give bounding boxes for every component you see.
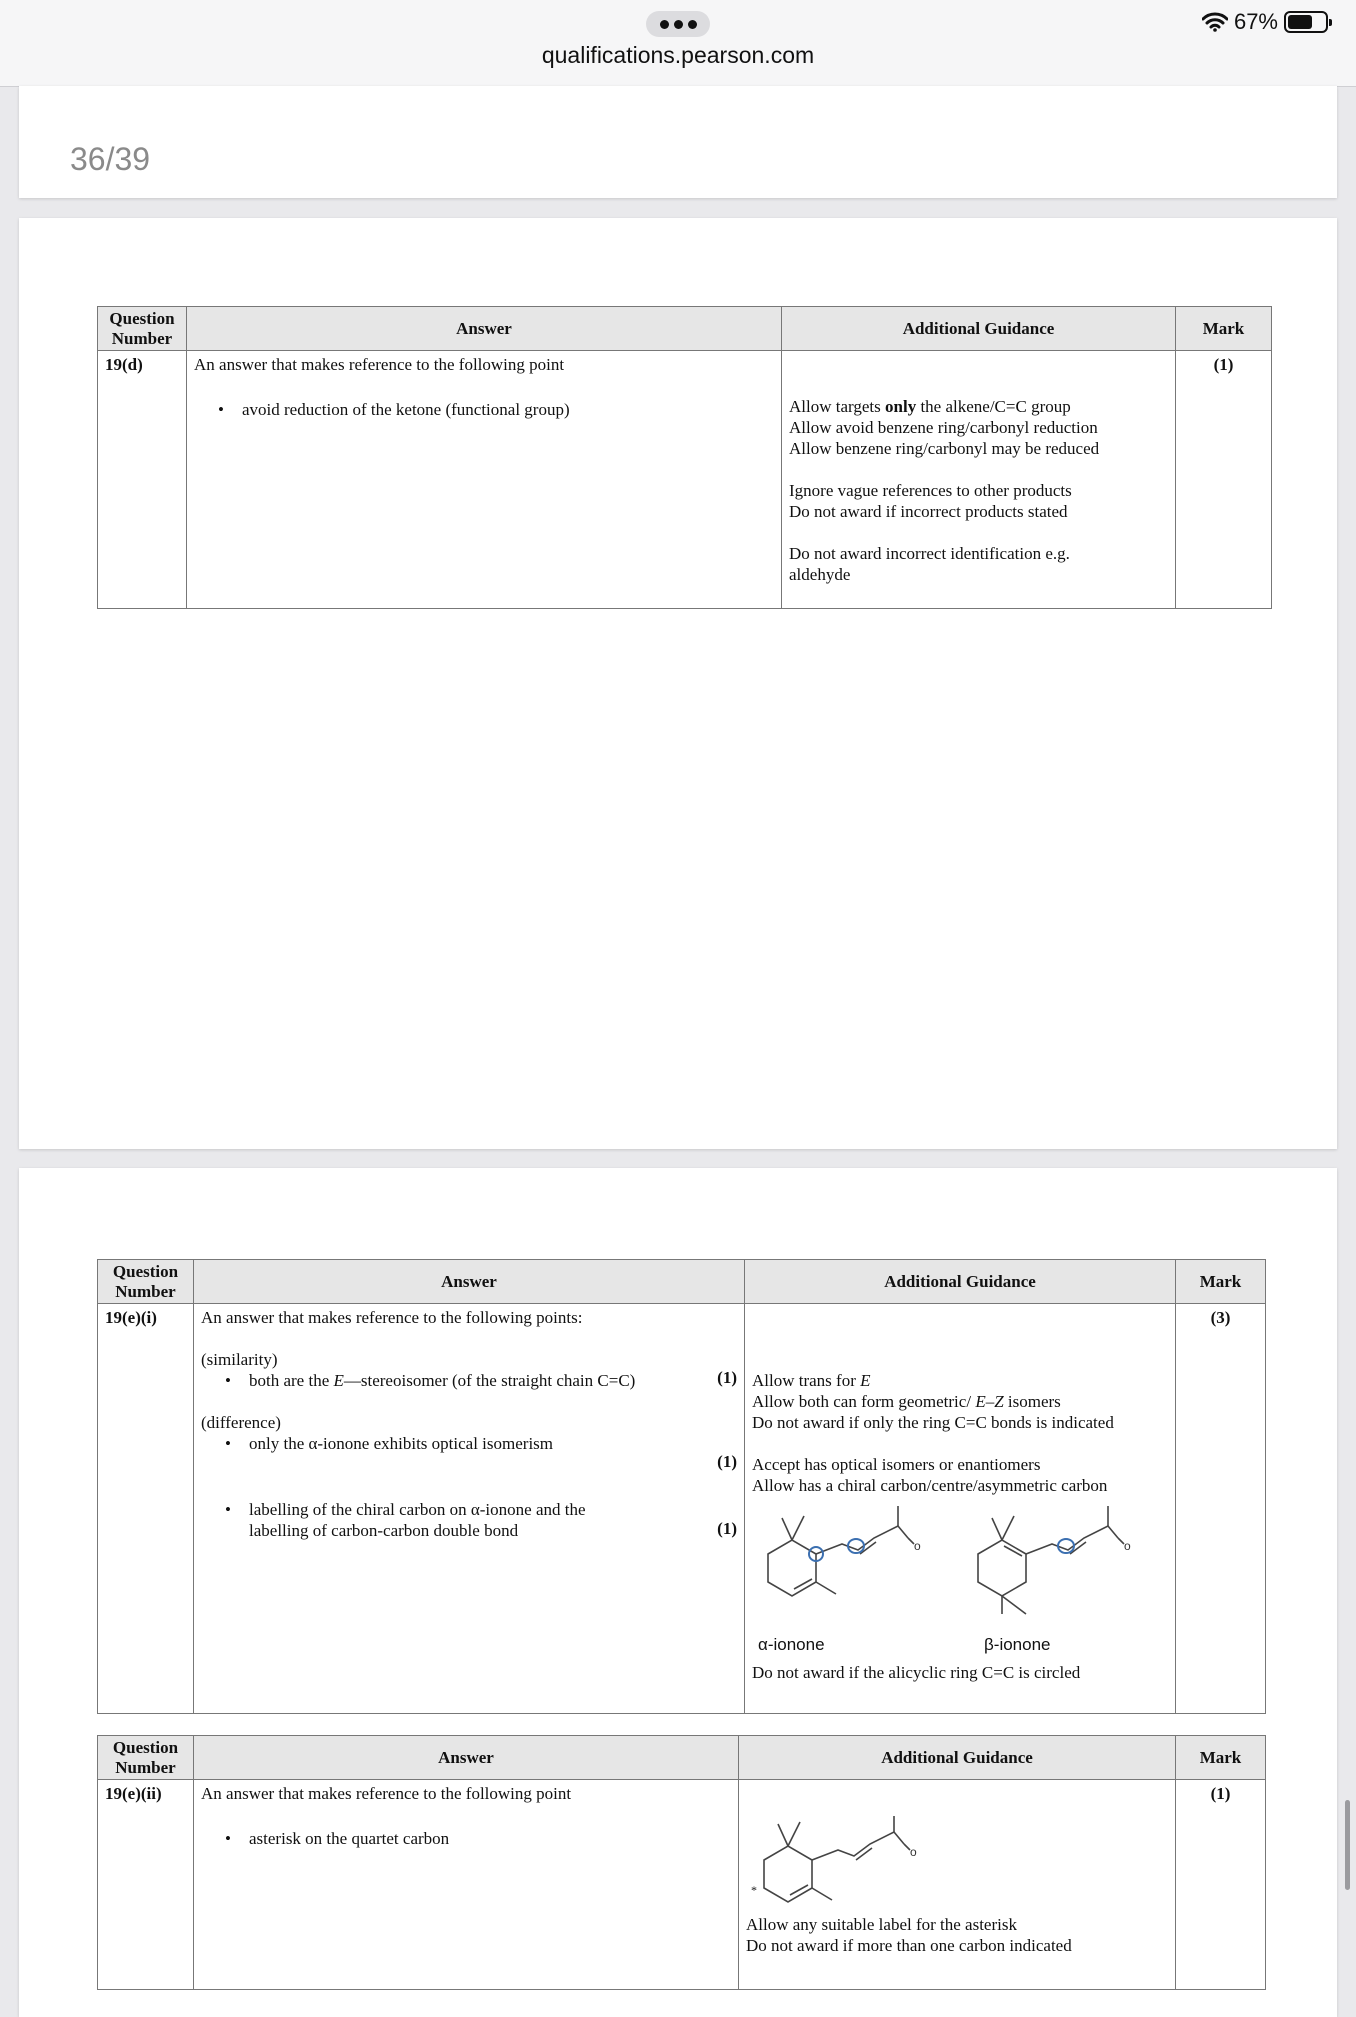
guidance-cell (782, 351, 1176, 609)
mark-scheme-table-19ei (97, 1259, 1266, 1714)
question-number: 19(d) (98, 351, 187, 609)
url-address[interactable]: qualifications.pearson.com (541, 42, 815, 68)
header-mark: Mark (1176, 1260, 1266, 1304)
header-question-number: Question Number (98, 1736, 194, 1780)
guidance-line: Accept has optical isomers or enantiomers (752, 1455, 1041, 1474)
guidance-line: Do not award if the alicyclic ring C=C is circled (752, 1663, 1081, 1682)
guidance-line: Do not award if incorrect products stated (789, 502, 1068, 521)
ionone-asterisk-structure (746, 1816, 946, 1912)
answer-bullet: • avoid reduction of the ketone (functional group) (218, 400, 570, 419)
answer-bullet: • only the α-ionone exhibits optical isomerism (225, 1434, 553, 1453)
header-question-number: Question Number (98, 307, 187, 351)
sub-mark: (1) (717, 1519, 737, 1538)
answer-cell (194, 1304, 745, 1714)
guidance-line: Do not award if more than one carbon indicated (746, 1936, 1072, 1955)
guidance-line: Allow trans for E (752, 1371, 871, 1390)
answer-intro: An answer that makes reference to the following point (194, 355, 565, 374)
asterisk-label: * (751, 1883, 757, 1897)
answer-bullet: • labelling of the chiral carbon on α-ionone and the labelling of carbon-carbon double bond (225, 1500, 586, 1540)
header-guidance: Additional Guidance (782, 307, 1176, 351)
status-bar (1202, 9, 1328, 35)
guidance-line: Do not award if only the ring C=C bonds is indicated (752, 1413, 1114, 1432)
battery-icon (1284, 11, 1328, 33)
alpha-ring (768, 1540, 816, 1596)
answer-bullet: • asterisk on the quartet carbon (225, 1829, 450, 1848)
guidance-line: Ignore vague references to other products (789, 481, 1072, 500)
header-mark: Mark (1176, 1736, 1266, 1780)
structure-labels (752, 1634, 1168, 1655)
alpha-ionone-label: α-ionone (758, 1635, 825, 1654)
double-bond-circle (848, 1539, 864, 1553)
page-header-card (19, 86, 1337, 198)
answer-similarity-label: (similarity) (201, 1350, 278, 1369)
page-19d (19, 218, 1337, 1149)
more-options-icon[interactable] (646, 11, 710, 37)
page-19e (19, 1168, 1337, 2017)
guidance-line: Allow any suitable label for the asterisk (746, 1915, 1017, 1934)
question-number: 19(e)(i) (98, 1304, 194, 1714)
mark-value: (1) (1176, 1780, 1266, 1990)
sub-mark: (1) (717, 1452, 737, 1471)
guidance-cell (745, 1304, 1176, 1714)
header-answer: Answer (187, 307, 782, 351)
header-guidance: Additional Guidance (739, 1736, 1176, 1780)
header-mark: Mark (1176, 307, 1272, 351)
page-counter: 36/39 (70, 141, 151, 177)
scrollbar-thumb[interactable] (1345, 1800, 1350, 1890)
browser-toolbar (0, 0, 1356, 87)
guidance-line: Allow benzene ring/carbonyl may be reduced (789, 439, 1100, 458)
answer-intro: An answer that makes reference to the following point (201, 1784, 572, 1803)
wifi-icon (1202, 12, 1228, 32)
answer-difference-label: (difference) (201, 1413, 281, 1432)
double-bond-circle (1058, 1539, 1074, 1553)
guidance-cell (739, 1780, 1176, 1990)
svg-text:o: o (910, 1845, 917, 1859)
header-answer: Answer (194, 1736, 739, 1780)
answer-cell (194, 1780, 739, 1990)
guidance-line: aldehyde (789, 565, 851, 584)
guidance-line: Do not award incorrect identification e.g. (789, 544, 1070, 563)
guidance-line: Allow avoid benzene ring/carbonyl reduction (789, 418, 1098, 437)
svg-text:o: o (1124, 1539, 1131, 1553)
header-guidance: Additional Guidance (745, 1260, 1176, 1304)
beta-ring (978, 1540, 1026, 1596)
guidance-line: Allow has a chiral carbon/centre/asymmetric carbon (752, 1476, 1108, 1495)
header-question-number: Question Number (98, 1260, 194, 1304)
answer-intro: An answer that makes reference to the following points: (201, 1308, 583, 1327)
guidance-line: Allow both can form geometric/ E–Z isomers (752, 1392, 1061, 1411)
battery-percent: 67% (1233, 9, 1278, 34)
mark-scheme-table-19d (97, 306, 1272, 609)
mark-value: (1) (1176, 351, 1272, 609)
guidance-line: Allow targets only the alkene/C=C group (789, 397, 1071, 416)
question-number: 19(e)(ii) (98, 1780, 194, 1990)
answer-cell (187, 351, 782, 609)
ionone-structures (752, 1502, 1162, 1630)
answer-bullet: • both are the E—stereoisomer (of the straight chain C=C) (225, 1371, 636, 1390)
beta-ionone-label: β-ionone (984, 1635, 1051, 1654)
mark-scheme-table-19eii (97, 1735, 1266, 1990)
header-answer: Answer (194, 1260, 745, 1304)
sub-mark: (1) (717, 1368, 737, 1387)
mark-value: (3) (1176, 1304, 1266, 1714)
svg-text:o: o (914, 1539, 921, 1553)
